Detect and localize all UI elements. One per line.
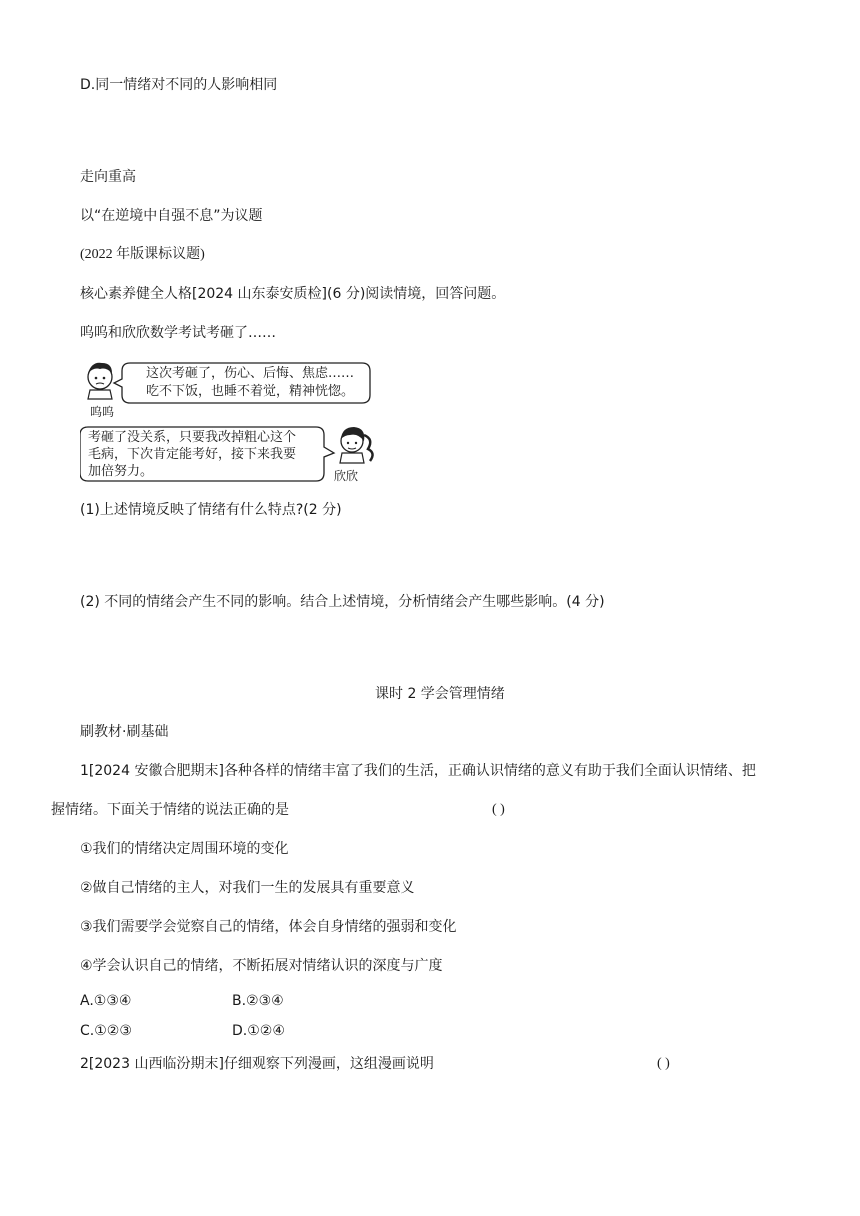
mcq2-stem: 2[2023 山西临汾期末]仔细观察下列漫画，这组漫画说明 [80, 1056, 434, 1072]
girl-name-label: 欣欣 [334, 469, 359, 483]
mcq2-answer-blank: ( ) [657, 1056, 670, 1071]
comic-illustration [80, 357, 380, 485]
lesson-title: 课时 2 学会管理情绪 [375, 686, 505, 702]
boy-name-label: 呜呜 [90, 405, 115, 419]
option-a: A.①③④ [80, 993, 132, 1009]
core-question: 核心素养健全人格[2024 山东泰安质检](6 分)阅读情境，回答问题。 [80, 286, 506, 302]
question-1: (1)上述情境反映了情绪有什么特点?(2 分) [80, 502, 342, 518]
girl-speech-line-3: 加倍努力。 [88, 464, 154, 479]
scenario-line: 呜呜和欣欣数学考试考砸了…… [80, 325, 276, 341]
statement-2: ②做自己情绪的主人，对我们一生的发展具有重要意义 [80, 880, 415, 896]
statement-4: ④学会认识自己的情绪，不断拓展对情绪认识的深度与广度 [80, 958, 443, 974]
girl-figure [340, 427, 373, 463]
statement-3: ③我们需要学会觉察自己的情绪，体会自身情绪的强弱和变化 [80, 919, 457, 935]
curriculum-note: (2022 年版课标议题) [80, 247, 205, 262]
section-heading-advance: 走向重高 [80, 169, 136, 185]
girl-speech-line-2: 毛病，下次肯定能考好，接下来我要 [88, 447, 297, 462]
statement-1: ①我们的情绪决定周围环境的变化 [80, 841, 289, 857]
prev-option-d: D.同一情绪对不同的人影响相同 [80, 77, 278, 93]
practice-heading: 刷教材·刷基础 [80, 724, 169, 740]
mcq1-stem-line1: 1[2024 安徽合肥期末]各种各样的情绪丰富了我们的生活，正确认识情绪的意义有助于我们全面认识情绪、把 [80, 763, 756, 779]
topic-line: 以“在逆境中自强不息”为议题 [80, 208, 263, 224]
option-c: C.①②③ [80, 1023, 132, 1039]
mcq1-stem-line2: 握情绪。下面关于情绪的说法正确的是 [51, 802, 289, 818]
boy-speech-line-2: 吃不下饭，也睡不着觉，精神恍惚。 [146, 384, 355, 399]
boy-speech-line-1: 这次考砸了，伤心、后悔、焦虑…… [146, 366, 355, 381]
mcq1-answer-blank: ( ) [492, 802, 505, 817]
girl-speech-line-1: 考砸了没关系，只要我改掉粗心这个 [88, 430, 297, 445]
option-b: B.②③④ [232, 993, 284, 1009]
option-d: D.①②④ [232, 1023, 285, 1039]
boy-figure [88, 363, 112, 399]
question-2: (2) 不同的情绪会产生不同的影响。结合上述情境，分析情绪会产生哪些影响。(4 分) [80, 594, 605, 610]
